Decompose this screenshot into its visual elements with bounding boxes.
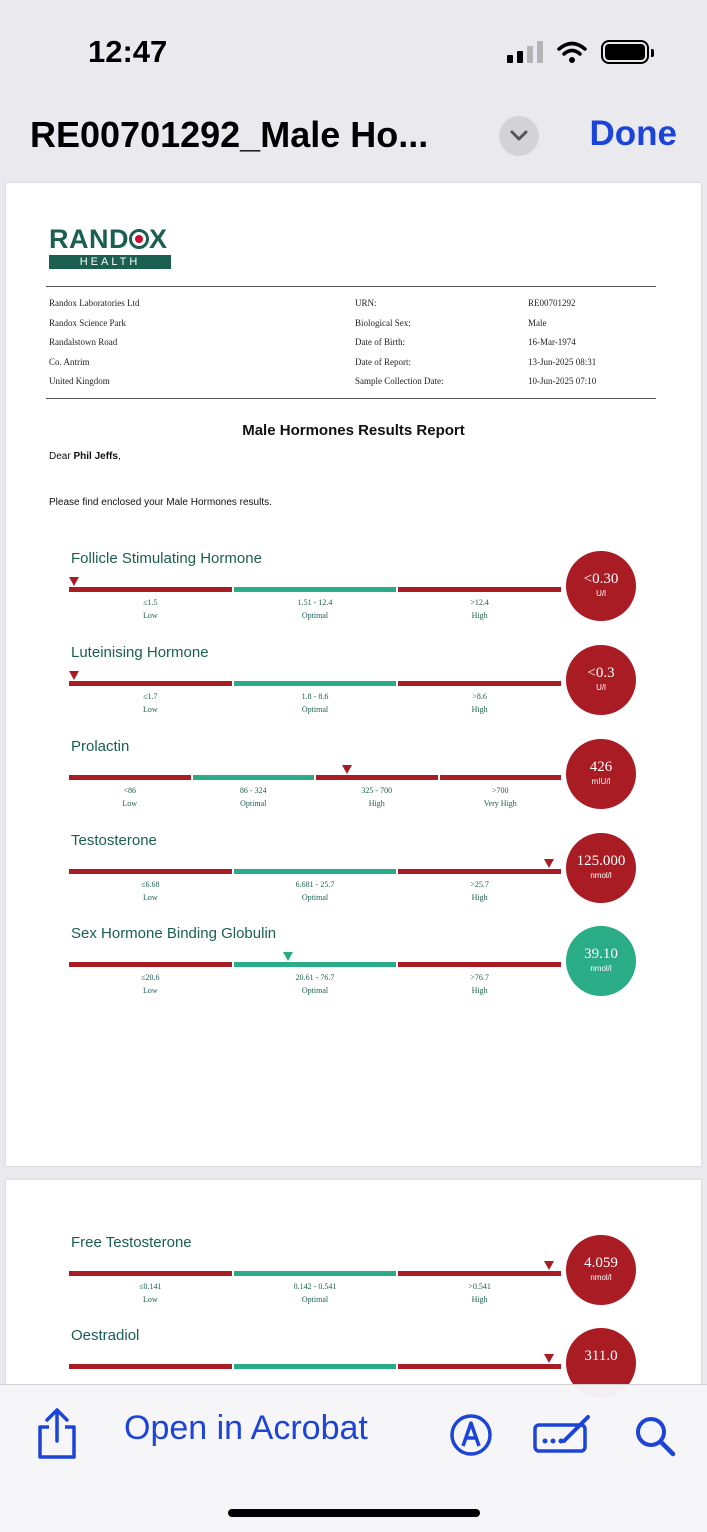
result-value: 39.10 <box>584 946 618 962</box>
result-unit: U/l <box>596 683 606 692</box>
result-marker <box>69 671 79 680</box>
range-label <box>234 596 397 622</box>
range-bar <box>69 869 561 874</box>
range-label <box>398 596 561 622</box>
range-category: Low <box>143 986 158 995</box>
result-name: Oestradiol <box>71 1327 140 1344</box>
range-bar <box>69 775 561 780</box>
range-category: High <box>471 611 488 620</box>
result-value-badge <box>566 926 636 996</box>
range-value: ≤1.5 <box>143 598 158 607</box>
lab-address: Randox Laboratories Ltd Randox Science Park Randalstown Road Co. Antrim United Kingdom <box>49 298 140 386</box>
range-segment <box>69 869 232 874</box>
title-menu-button[interactable] <box>499 116 539 156</box>
range-label <box>69 596 232 622</box>
range-bar <box>69 1271 561 1276</box>
range-value: ≤6.68 <box>141 880 160 889</box>
range-segment <box>69 962 232 967</box>
range-label <box>398 1280 561 1306</box>
result-name: Testosterone <box>71 832 157 849</box>
range-category: Optimal <box>240 799 267 808</box>
share-icon[interactable] <box>34 1407 80 1461</box>
range-bar <box>69 587 561 592</box>
document-title[interactable]: RE00701292_Male Ho... <box>30 114 429 155</box>
result-value-badge <box>566 833 636 903</box>
range-value: >700 <box>491 786 509 795</box>
report-title: Male Hormones Results Report <box>242 422 465 439</box>
result-name: Luteinising Hormone <box>71 644 209 661</box>
range-label <box>234 1280 397 1306</box>
range-label <box>69 1280 232 1306</box>
range-value: 1.51 - 12.4 <box>297 598 333 607</box>
result-marker <box>342 765 352 774</box>
result-unit: nmol/l <box>590 964 612 973</box>
result-unit: U/l <box>596 589 606 598</box>
range-segment <box>234 962 397 967</box>
range-category: High <box>471 893 488 902</box>
range-value: >0.541 <box>468 1282 491 1291</box>
range-label <box>69 878 232 904</box>
range-label <box>69 971 232 997</box>
range-label <box>234 690 397 716</box>
range-value: >12.4 <box>470 598 489 607</box>
greeting: Dear Phil Jeffs, <box>49 451 121 462</box>
range-value: 86 - 324 <box>239 786 267 795</box>
wifi-icon <box>557 41 587 63</box>
range-value: ≤1.7 <box>143 692 158 701</box>
range-bar <box>69 1364 561 1369</box>
range-value: <86 <box>123 786 136 795</box>
range-category: High <box>471 1295 488 1304</box>
result-value-badge <box>566 645 636 715</box>
result-unit: nmol/l <box>590 871 612 880</box>
range-segment <box>398 1271 561 1276</box>
result-value: 4.059 <box>584 1255 618 1271</box>
result-prolactin <box>6 738 701 828</box>
range-segment <box>234 1271 397 1276</box>
result-marker <box>283 952 293 961</box>
range-category: Optimal <box>301 705 329 714</box>
pdf-page-1[interactable] <box>6 183 701 1166</box>
range-label <box>440 784 562 810</box>
result-free-testosterone <box>6 1234 701 1324</box>
range-segment <box>440 775 562 780</box>
range-value: >25.7 <box>470 880 489 889</box>
range-segment <box>234 681 397 686</box>
range-category: Optimal <box>301 1295 329 1304</box>
result-value-badge <box>566 739 636 809</box>
signature-icon[interactable] <box>532 1411 594 1457</box>
range-value: 0.142 - 0.541 <box>293 1282 337 1291</box>
range-value: ≤20.6 <box>141 973 160 982</box>
range-labels <box>69 784 561 810</box>
range-segment <box>234 587 397 592</box>
range-segment <box>69 1364 232 1369</box>
range-label <box>398 971 561 997</box>
patient-field-labels: URN: Biological Sex: Date of Birth: Date of Report: Sample Collection Date: <box>355 298 444 386</box>
range-labels <box>69 1280 561 1306</box>
range-segment <box>316 775 438 780</box>
result-value: <0.3 <box>587 665 615 681</box>
result-value: 311.0 <box>584 1348 618 1364</box>
range-segment <box>69 1271 232 1276</box>
result-name: Free Testosterone <box>71 1234 192 1251</box>
range-segment <box>398 1364 561 1369</box>
range-category: Low <box>143 893 158 902</box>
search-icon[interactable] <box>632 1413 678 1459</box>
range-label <box>69 784 191 810</box>
divider <box>46 398 656 399</box>
range-label <box>69 690 232 716</box>
range-segment <box>69 681 232 686</box>
result-name: Sex Hormone Binding Globulin <box>71 925 277 942</box>
range-segment <box>398 869 561 874</box>
range-category: Optimal <box>301 611 329 620</box>
range-label <box>234 971 397 997</box>
result-marker <box>544 1354 554 1363</box>
range-category: Optimal <box>301 893 329 902</box>
bottom-toolbar <box>0 1384 707 1532</box>
intro-text: Please find enclosed your Male Hormones results. <box>49 497 272 508</box>
result-unit: nmol/l <box>590 1273 612 1282</box>
range-segment <box>69 587 232 592</box>
result-marker <box>69 577 79 586</box>
result-value: 125.000 <box>576 853 626 869</box>
range-value: 6.681 - 25.7 <box>295 880 335 889</box>
range-category: Low <box>143 1295 158 1304</box>
range-category: High <box>471 705 488 714</box>
pdf-page-2[interactable] <box>6 1180 701 1400</box>
result-luteinising-hormone <box>6 644 701 734</box>
range-bar <box>69 962 561 967</box>
result-value: <0.30 <box>583 571 619 587</box>
range-labels <box>69 690 561 716</box>
range-category: Low <box>143 611 158 620</box>
range-label <box>398 690 561 716</box>
signal-icon <box>507 41 543 63</box>
range-value: ≤0.141 <box>139 1282 162 1291</box>
result-name: Follicle Stimulating Hormone <box>71 550 262 567</box>
range-labels <box>69 971 561 997</box>
range-segment <box>234 1364 397 1369</box>
randox-logo: RAND X HEALTH <box>49 226 171 269</box>
patient-field-values: RE00701292 Male 16-Mar-1974 13-Jun-2025 08:31 10-Jun-2025 07:10 <box>528 298 597 386</box>
range-category: High <box>471 986 488 995</box>
range-segment <box>398 681 561 686</box>
status-bar <box>0 0 707 100</box>
divider <box>46 286 656 287</box>
result-unit: mIU/l <box>591 777 611 786</box>
document-header <box>0 100 707 180</box>
result-name: Prolactin <box>71 738 130 755</box>
result-sex-hormone-binding-globulin <box>6 925 701 1015</box>
result-value-badge <box>566 1235 636 1305</box>
range-value: 20.61 - 76.7 <box>295 973 335 982</box>
range-value: >8.6 <box>472 692 487 701</box>
chevron-down-icon <box>510 130 528 142</box>
home-indicator[interactable] <box>228 1509 480 1517</box>
range-category: High <box>368 799 385 808</box>
range-label <box>316 784 438 810</box>
range-label <box>193 784 315 810</box>
range-segment <box>398 587 561 592</box>
result-value-badge <box>566 551 636 621</box>
range-labels <box>69 596 561 622</box>
markup-icon[interactable] <box>449 1413 493 1457</box>
range-segment <box>193 775 315 780</box>
range-category: Low <box>122 799 138 808</box>
range-segment <box>69 775 191 780</box>
result-testosterone <box>6 832 701 922</box>
range-label <box>398 878 561 904</box>
done-button[interactable]: Done <box>589 114 677 153</box>
result-follicle-stimulating-hormone <box>6 550 701 640</box>
result-value: 426 <box>589 759 613 775</box>
range-bar <box>69 681 561 686</box>
range-category: Very High <box>483 799 517 808</box>
range-value: 325 - 700 <box>361 786 393 795</box>
status-time: 12:47 <box>88 34 168 69</box>
range-label <box>234 878 397 904</box>
range-segment <box>398 962 561 967</box>
status-icons <box>507 40 649 64</box>
range-value: 1.8 - 8.6 <box>301 692 329 701</box>
result-marker <box>544 859 554 868</box>
open-in-acrobat-button[interactable]: Open in Acrobat <box>124 1409 368 1447</box>
range-category: Low <box>143 705 158 714</box>
result-marker <box>544 1261 554 1270</box>
range-category: Optimal <box>301 986 329 995</box>
range-value: >76.7 <box>470 973 489 982</box>
range-labels <box>69 878 561 904</box>
range-segment <box>234 869 397 874</box>
battery-icon <box>601 40 649 64</box>
